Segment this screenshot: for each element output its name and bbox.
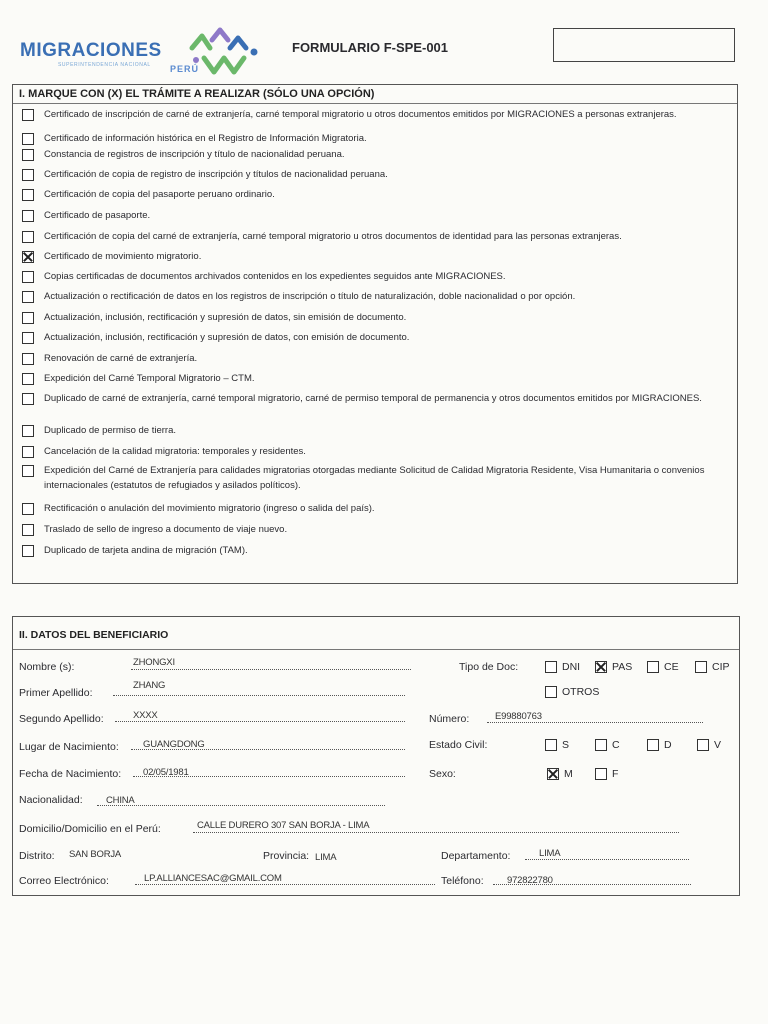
label-correo: Correo Electrónico: (19, 875, 109, 887)
tramite-option[interactable] (22, 167, 722, 182)
logo-text: MIGRACIONES (20, 40, 162, 61)
dotted-line (525, 859, 689, 860)
tramite-option-label: Copias certificadas de documentos archivados contenidos en los expedientes seguidos ante MIGRACIONES. (44, 271, 506, 282)
tramite-option-label: Duplicado de carné de extranjería, carné temporal migratorio, carné de permiso temporal de permanencia y otros documentos emitidos por MIGRACIONES. (44, 393, 702, 404)
section-beneficiario-title: II. DATOS DEL BENEFICIARIO (19, 629, 169, 641)
tramite-checkbox[interactable] (22, 332, 34, 344)
estadocivil-label: S (562, 739, 570, 751)
estadocivil-option[interactable] (545, 739, 569, 751)
tramite-checkbox[interactable] (22, 149, 34, 161)
dotted-line (487, 722, 703, 723)
tipodoc-checkbox[interactable] (545, 686, 557, 698)
tipodoc-checkbox[interactable] (595, 661, 607, 673)
estadocivil-option[interactable] (595, 739, 620, 751)
logo-tagline: SUPERINTENDENCIA NACIONAL (58, 62, 151, 68)
tramite-option[interactable] (22, 501, 722, 516)
tramite-option-label: Traslado de sello de ingreso a documento de viaje nuevo. (44, 524, 288, 535)
label-tipo-doc: Tipo de Doc: (459, 661, 519, 673)
label-segundo-apellido: Segundo Apellido: (19, 713, 104, 725)
tramite-checkbox[interactable] (22, 503, 34, 515)
tipodoc-label: OTROS (562, 686, 600, 698)
tramite-option[interactable] (22, 463, 722, 493)
estadocivil-checkbox[interactable] (647, 739, 659, 751)
tipodoc-label: CE (664, 661, 679, 673)
tramite-checkbox[interactable] (22, 189, 34, 201)
logo-mark-icon (188, 26, 260, 82)
label-sexo: Sexo: (429, 768, 456, 780)
tipodoc-option[interactable] (595, 661, 632, 673)
label-numero: Número: (429, 713, 470, 725)
tipodoc-option[interactable] (545, 661, 580, 673)
tramite-option[interactable] (22, 371, 722, 386)
tramite-checkbox[interactable] (22, 425, 34, 437)
tramite-option-label: Certificación de copia del carné de extranjería, carné temporal migratorio u otros documentos de identidad para las personas extranjeras. (44, 231, 622, 242)
field-correo[interactable]: LP.ALLIANCESAC@GMAIL.COM (144, 873, 282, 884)
tramite-option[interactable] (22, 269, 722, 284)
field-provincia[interactable]: LIMA (315, 852, 337, 863)
tramite-checkbox[interactable] (22, 393, 34, 405)
tipodoc-option[interactable] (545, 686, 599, 698)
estadocivil-checkbox[interactable] (545, 739, 557, 751)
label-domicilio: Domicilio/Domicilio en el Perú: (19, 823, 161, 835)
tipodoc-checkbox[interactable] (647, 661, 659, 673)
tramite-option[interactable] (22, 330, 722, 345)
tramite-checkbox[interactable] (22, 524, 34, 536)
field-nacionalidad[interactable]: CHINA (106, 795, 135, 806)
tramite-checkbox[interactable] (22, 312, 34, 324)
tramite-checkbox[interactable] (22, 109, 34, 121)
tramite-option-label: Certificado de información histórica en el Registro de Información Migratoria. (44, 133, 367, 144)
tramite-option[interactable] (22, 131, 722, 146)
estadocivil-option[interactable] (697, 739, 721, 751)
tramite-checkbox[interactable] (22, 545, 34, 557)
sexo-option[interactable] (547, 768, 573, 780)
estadocivil-checkbox[interactable] (595, 739, 607, 751)
tramite-checkbox[interactable] (22, 210, 34, 222)
dotted-line (115, 721, 405, 722)
label-nacionalidad: Nacionalidad: (19, 794, 83, 806)
sexo-checkbox[interactable] (547, 768, 559, 780)
tipodoc-label: PAS (612, 661, 633, 673)
dotted-line (97, 805, 385, 806)
label-distrito: Distrito: (19, 850, 55, 862)
sexo-checkbox[interactable] (595, 768, 607, 780)
tramite-checkbox[interactable] (22, 133, 34, 145)
tramite-option-label: Actualización o rectificación de datos en los registros de inscripción o título de naturalización, doble nacionalidad o por opción. (44, 291, 576, 302)
tramite-option[interactable] (22, 522, 722, 537)
tramite-checkbox[interactable] (22, 271, 34, 283)
tramite-option[interactable] (22, 249, 722, 264)
tramite-option-label: Certificado de inscripción de carné de extranjería, carné temporal migratorio u otros documentos emitidos por MIGRACIONES a personas extranjeras. (44, 109, 677, 120)
label-estado-civil: Estado Civil: (429, 739, 488, 751)
tipodoc-label: DNI (562, 661, 581, 673)
field-numero[interactable]: E99880763 (495, 711, 542, 722)
tramite-checkbox[interactable] (22, 353, 34, 365)
tramite-option-label: Rectificación o anulación del movimiento migratorio (ingreso o salida del país). (44, 503, 375, 514)
form-title: FORMULARIO F-SPE-001 (292, 40, 449, 55)
field-lugar-nacimiento[interactable]: GUANGDONG (143, 739, 205, 750)
tipodoc-option[interactable] (695, 661, 730, 673)
tipodoc-label: CIP (712, 661, 730, 673)
tramite-checkbox[interactable] (22, 373, 34, 385)
tramite-checkbox[interactable] (22, 465, 34, 477)
tramite-option-label: Expedición del Carné Temporal Migratorio – CTM. (44, 373, 255, 384)
form-code-box[interactable] (553, 28, 735, 62)
estadocivil-label: C (612, 739, 620, 751)
label-lugar-nacimiento: Lugar de Nacimiento: (19, 741, 119, 753)
section-divider (13, 649, 739, 650)
tramite-option-label: Certificado de movimiento migratorio. (44, 251, 202, 262)
section-tramite (12, 84, 738, 584)
tramite-checkbox[interactable] (22, 251, 34, 263)
tramite-option[interactable] (22, 147, 722, 162)
tramite-option[interactable] (22, 543, 722, 558)
tramite-option[interactable] (22, 289, 722, 304)
label-primer-apellido: Primer Apellido: (19, 687, 93, 699)
tramite-option-label: Duplicado de tarjeta andina de migración (TAM). (44, 545, 248, 556)
tramite-option[interactable] (22, 423, 722, 438)
dotted-line (113, 695, 405, 696)
dotted-line (131, 669, 411, 670)
tramite-checkbox[interactable] (22, 231, 34, 243)
field-domicilio[interactable]: CALLE DURERO 307 SAN BORJA - LIMA (197, 820, 370, 831)
tramite-option-label: Certificación de copia del pasaporte peruano ordinario. (44, 189, 275, 200)
sexo-option[interactable] (595, 768, 618, 780)
tramite-option[interactable] (22, 208, 722, 223)
field-departamento[interactable]: LIMA (539, 848, 561, 859)
tramite-option-label: Certificado de pasaporte. (44, 210, 151, 221)
label-nombre: Nombre (s): (19, 661, 75, 673)
tramite-option-label: Expedición del Carné de Extranjería para calidades migratorias otorgadas mediante Solicitud de Calidad Migratoria Residente, Visa Humanitaria o convenios internacionales (estatutos de refugiados y asilados políticos). (44, 465, 705, 491)
field-telefono[interactable]: 972822780 (507, 875, 553, 886)
tramite-option[interactable] (22, 310, 722, 325)
tramite-option-label: Actualización, inclusión, rectificación y supresión de datos, sin emisión de documento. (44, 312, 407, 323)
sexo-label: F (612, 768, 619, 780)
label-fecha-nacimiento: Fecha de Nacimiento: (19, 768, 122, 780)
field-distrito[interactable]: SAN BORJA (69, 849, 122, 860)
logo-country: PERÚ (170, 64, 200, 74)
tipodoc-checkbox[interactable] (545, 661, 557, 673)
tramite-option-label: Duplicado de permiso de tierra. (44, 425, 177, 436)
tramite-option[interactable] (22, 187, 722, 202)
tramite-option[interactable] (22, 391, 722, 406)
label-departamento: Departamento: (441, 850, 511, 862)
tipodoc-checkbox[interactable] (695, 661, 707, 673)
dotted-line (193, 832, 679, 833)
field-primer-apellido[interactable]: ZHANG (133, 680, 166, 691)
estadocivil-option[interactable] (647, 739, 672, 751)
section-tramite-title: I. MARQUE CON (X) EL TRÁMITE A REALIZAR (SÓLO UNA OPCIÓN) (19, 88, 375, 100)
sexo-label: M (564, 768, 573, 780)
field-segundo-apellido[interactable]: XXXX (133, 710, 158, 721)
estadocivil-checkbox[interactable] (697, 739, 709, 751)
tramite-checkbox[interactable] (22, 169, 34, 181)
tramite-checkbox[interactable] (22, 291, 34, 303)
label-telefono: Teléfono: (441, 875, 484, 887)
label-provincia: Provincia: (263, 850, 310, 862)
tramite-option[interactable] (22, 351, 722, 366)
tramite-option-label: Actualización, inclusión, rectificación y supresión de datos, con emisión de documento. (44, 332, 410, 343)
section-beneficiario (12, 616, 740, 896)
tramite-option[interactable] (22, 229, 722, 244)
tramite-option-label: Cancelación de la calidad migratoria: temporales y residentes. (44, 446, 306, 457)
tramite-option-label: Certificación de copia de registro de inscripción y títulos de nacionalidad peruana. (44, 169, 388, 180)
tramite-checkbox[interactable] (22, 446, 34, 458)
estadocivil-label: D (664, 739, 672, 751)
dotted-line (135, 884, 435, 885)
tramite-option[interactable] (22, 107, 722, 122)
tramite-option-label: Constancia de registros de inscripción y título de nacionalidad peruana. (44, 149, 345, 160)
tramite-option-label: Renovación de carné de extranjería. (44, 353, 198, 364)
tramite-option[interactable] (22, 444, 722, 459)
tipodoc-option[interactable] (647, 661, 679, 673)
field-fecha-nacimiento[interactable]: 02/05/1981 (143, 767, 189, 778)
estadocivil-label: V (714, 739, 722, 751)
migraciones-logo (20, 26, 260, 82)
field-nombre[interactable]: ZHONGXI (133, 657, 175, 668)
section-divider (13, 103, 737, 104)
